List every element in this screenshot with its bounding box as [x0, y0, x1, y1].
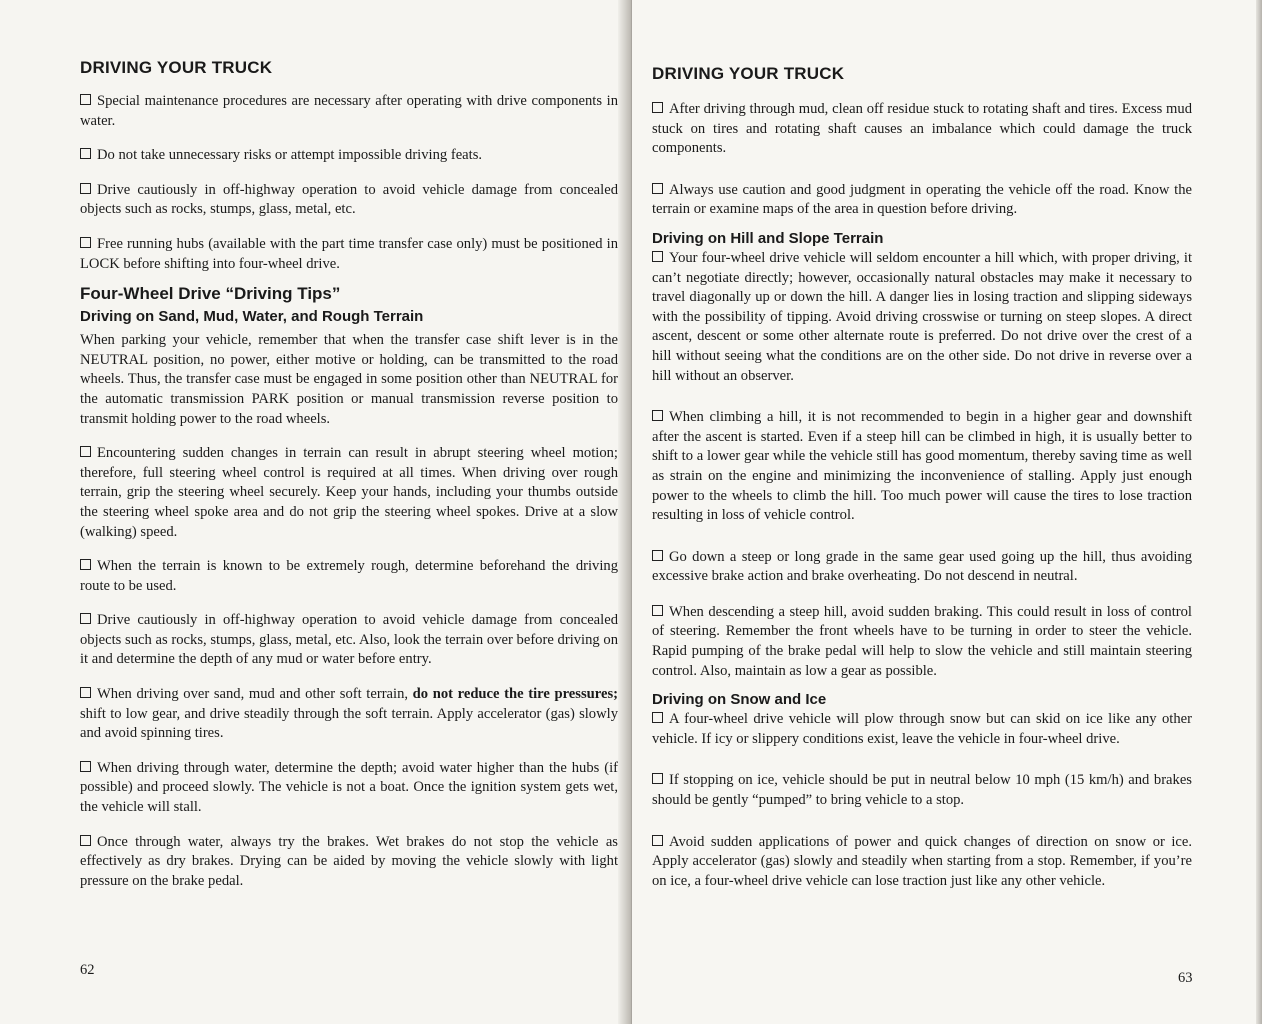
checkbox-bullet-icon: [652, 835, 663, 846]
paragraph: When parking your vehicle, remember that when the transfer case shift lever is in the NEUTRAL position, no power, either motive or holding, can be transmitted to the road wheels. Thus, the transfer case must be engaged in some position other than NEUTRAL for the automatic transmission PARK position or manual transmission reverse position to transmit holding power to the road wheels.: [80, 332, 618, 427]
subsection-title: Driving on Snow and Ice: [652, 691, 827, 709]
right-page: [632, 0, 1262, 1024]
list-item: When driving over sand, mud and other soft terrain, do not reduce the tire pressures; shift to low gear, and drive steadily through the soft terrain. Apply accelerator (gas) slowly and avoid spinning tires.: [80, 686, 618, 742]
list-item: Encountering sudden changes in terrain can result in abrupt steering wheel motion; therefore, full steering wheel control is required at all times. When driving over rough terrain, grip the steering wheel securely. Keep your hands, including your thumbs outside the steering wheel spoke area and do not grip the steering wheel spokes. Drive at a slow (walking) speed.: [80, 445, 618, 540]
checkbox-bullet-icon: [80, 183, 91, 194]
list-item: Your four-wheel drive vehicle will seldom encounter a hill which, with proper driving, it can’t negotiate directly; however, occasionally natural obstacles may make it necessary to travel diagonally up or down the hill. A danger lies in losing traction and slipping sideways with the possibility of tipping. Avoid driving crosswise or turning on steep slopes. A direct ascent, descent or some other alternate route is preferred. Do not drive over the crest of a hill without seeing what the conditions are on the other side. Do not drive in reverse over a hill without an observer.: [652, 249, 1192, 384]
list-item: When descending a steep hill, avoid sudden braking. This could result in loss of control of steering. Remember the front wheels have to be turning in order to steer the vehicle. Rapid pumping of the brake pedal will help to slow the vehicle and still maintain steering control. Also, maintain as low a gear as possible.: [652, 603, 1192, 679]
left-page: [0, 0, 628, 1024]
list-item: Do not take unnecessary risks or attempt impossible driving feats.: [80, 146, 618, 166]
list-item: Always use caution and good judgment in operating the vehicle off the road. Know the terrain or examine maps of the area in question before driving.: [652, 181, 1192, 218]
checkbox-bullet-icon: [80, 613, 91, 624]
page-edge: [1256, 0, 1262, 1024]
page-number: 63: [1178, 970, 1193, 986]
list-item: When climbing a hill, it is not recommended to begin in a higher gear and downshift after the ascent is started. Even if a steep hill can be climbed in high, it is usually better to shift to a lower gear while the vehicle still has good momentum, thereby saving time as well as strain on the engine and minimizing the inconvenience of stalling. Apply just enough power to the wheels to climb the hill. Too much power will cause the tires to lose traction resulting in loss of vehicle control.: [652, 409, 1192, 524]
list-item: Special maintenance procedures are necessary after operating with drive components in water.: [80, 93, 618, 129]
list-item: A four-wheel drive vehicle will plow through snow but can skid on ice like any other vehicle. If icy or slippery conditions exist, leave the vehicle in four-wheel drive.: [652, 711, 1192, 747]
list-item: If stopping on ice, vehicle should be put in neutral below 10 mph (15 km/h) and brakes should be gently “pumped” to bring vehicle to a stop.: [652, 772, 1192, 809]
list-item: Avoid sudden applications of power and quick changes of direction on snow or ice. Apply accelerator (gas) slowly and steadily when starting from a stop. Remember, if you’re on ice, a four-wheel drive vehicle can lose traction just like any other vehicle.: [652, 833, 1192, 889]
list-item: Free running hubs (available with the part time transfer case only) must be positioned in LOCK before shifting into four-wheel drive.: [80, 235, 618, 272]
page-number: 62: [80, 962, 95, 978]
subsection-title: Driving on Hill and Slope Terrain: [652, 229, 884, 247]
checkbox-bullet-icon: [652, 712, 663, 723]
page-header: DRIVING YOUR TRUCK: [652, 64, 845, 83]
emphasis-text: do not reduce the tire pressures;: [412, 686, 618, 703]
checkbox-bullet-icon: [80, 446, 91, 457]
checkbox-bullet-icon: [652, 550, 663, 561]
checkbox-bullet-icon: [80, 237, 91, 248]
checkbox-bullet-icon: [652, 605, 663, 616]
subsection-title: Driving on Sand, Mud, Water, and Rough Terrain: [80, 308, 424, 326]
checkbox-bullet-icon: [80, 761, 91, 772]
list-item: Drive cautiously in off-highway operation to avoid vehicle damage from concealed objects such as rocks, stumps, glass, metal, etc. Also, look the terrain over before driving on it and determine the depth of any mud or water before entry.: [80, 612, 618, 668]
checkbox-bullet-icon: [652, 251, 663, 262]
list-item: Once through water, always try the brakes. Wet brakes do not stop the vehicle as effectively as dry brakes. Drying can be aided by moving the vehicle slowly with light pressure on the brake pedal.: [80, 833, 618, 889]
checkbox-bullet-icon: [652, 183, 663, 194]
checkbox-bullet-icon: [80, 148, 91, 159]
checkbox-bullet-icon: [652, 102, 663, 113]
section-title: Four-Wheel Drive “Driving Tips”: [80, 284, 341, 304]
checkbox-bullet-icon: [652, 410, 663, 421]
page-header: DRIVING YOUR TRUCK: [80, 58, 273, 77]
checkbox-bullet-icon: [80, 687, 91, 698]
list-item: When driving through water, determine the depth; avoid water higher than the hubs (if possible) and proceed slowly. The vehicle is not a boat. Once the ignition system gets wet, the vehicle will stall.: [80, 759, 618, 816]
checkbox-bullet-icon: [652, 773, 663, 784]
checkbox-bullet-icon: [80, 835, 91, 846]
list-item: Drive cautiously in off-highway operation to avoid vehicle damage from concealed objects such as rocks, stumps, glass, metal, etc.: [80, 181, 618, 218]
checkbox-bullet-icon: [80, 94, 91, 105]
checkbox-bullet-icon: [80, 559, 91, 570]
list-item: After driving through mud, clean off residue stuck to rotating shaft and tires. Excess mud stuck on tires and rotating shaft causes an imbalance which could damage the truck components.: [652, 101, 1192, 157]
list-item: When the terrain is known to be extremely rough, determine beforehand the driving route to be used.: [80, 558, 618, 594]
list-item: Go down a steep or long grade in the same gear used going up the hill, thus avoiding excessive brake action and brake overheating. Do not descend in neutral.: [652, 548, 1192, 585]
